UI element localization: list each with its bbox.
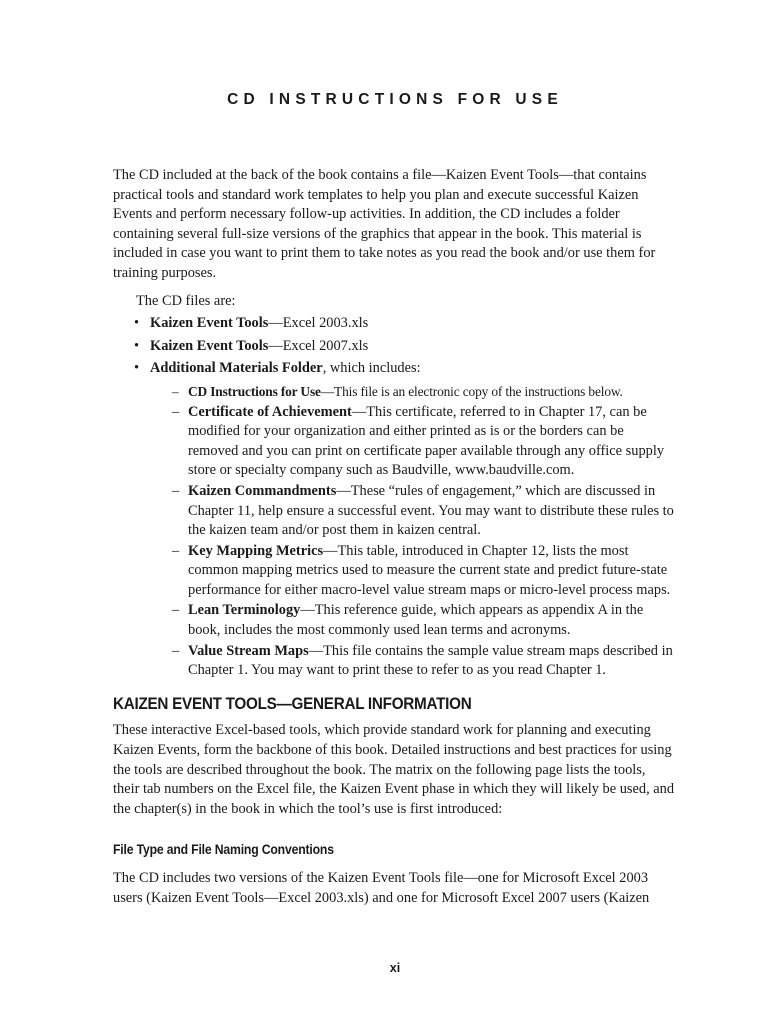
bullet-icon: • bbox=[134, 360, 140, 377]
chapter-title: CD INSTRUCTIONS FOR USE bbox=[227, 91, 563, 108]
file-name: Kaizen Event Tools bbox=[150, 315, 269, 332]
material-name: Value Stream Maps bbox=[188, 642, 309, 659]
additional-materials-list bbox=[113, 382, 675, 681]
material-name: Lean Terminology bbox=[188, 602, 301, 619]
intro-paragraph: The CD included at the back of the book contains a file—Kaizen Event Tools—that contains practical tools and standard work templates to help you plan and execute successful Kaizen Events and perform necessary follow-up activities. In addition, the CD includes a folder containing several full-size versions of the graphics that appear in the book. This material is included in case you want to print them to take notes as you read the book and/or use them for training purposes. bbox=[113, 167, 656, 281]
bullet-icon: • bbox=[134, 337, 140, 354]
dash-icon: – bbox=[172, 542, 180, 559]
material-description: —These “rules of engagement,” which are discussed in Chapter 11, help ensure a successful event. You may want to distribute these rules to the kaizen team and/or post them in kaizen central. bbox=[188, 482, 674, 539]
material-name: Kaizen Commandments bbox=[188, 482, 337, 499]
section-heading: KAIZEN EVENT TOOLS—GENERAL INFORMATION bbox=[113, 693, 472, 713]
dash-icon: – bbox=[172, 403, 180, 420]
file-name: Additional Materials Folder bbox=[150, 360, 323, 377]
files-lead: The CD files are: bbox=[136, 292, 236, 309]
material-description: —This certificate, referred to in Chapter 17, can be modified for your organization and either printed as is or the borders can be removed and you can print on certificate paper available through any office supply store or specialty company such as Baudville, www.baudville.com. bbox=[188, 403, 665, 479]
list-item bbox=[113, 359, 675, 379]
dash-icon: – bbox=[172, 383, 179, 399]
dash-icon: – bbox=[172, 482, 180, 499]
material-description: —This table, introduced in Chapter 12, lists the most common mapping metrics used to measure the current state and predict future-state performance for either macro-level value stream maps or micro-level process maps. bbox=[188, 542, 671, 598]
material-description: —This file contains the sample value stream maps described in Chapter 1. You may want to print these to refer to as you read Chapter 1. bbox=[188, 642, 673, 679]
list-item bbox=[113, 337, 675, 357]
file-description: , which includes: bbox=[322, 360, 421, 377]
material-name: Key Mapping Metrics bbox=[188, 542, 324, 559]
list-item bbox=[113, 542, 675, 601]
file-name: Kaizen Event Tools bbox=[150, 337, 269, 354]
page-body bbox=[113, 166, 675, 908]
section-paragraph: These interactive Excel-based tools, which provide standard work for planning and executing Kaizen Events, form the backbone of this book. Detailed instructions and best practices for using the tools are described throughout the book. The matrix on the following page lists the tools, their tab numbers on the Excel file, the Kaizen Event phase in which they will likely be used, and the chapter(s) in the book in which the tool’s use is first introduced: bbox=[113, 722, 675, 817]
material-description: —This reference guide, which appears as appendix A in the book, includes the most commonly used lean terms and acronyms. bbox=[188, 602, 644, 639]
bullet-icon: • bbox=[134, 315, 140, 332]
page-number: xi bbox=[389, 961, 401, 975]
list-item bbox=[113, 642, 675, 681]
sub-heading: File Type and File Naming Conventions bbox=[113, 842, 334, 858]
file-description: —Excel 2007.xls bbox=[268, 337, 369, 354]
dash-icon: – bbox=[172, 602, 180, 619]
dash-icon: – bbox=[172, 642, 180, 659]
list-item bbox=[113, 314, 675, 334]
file-description: —Excel 2003.xls bbox=[268, 315, 369, 332]
material-name: Certificate of Achievement bbox=[188, 403, 352, 420]
list-item bbox=[113, 482, 675, 541]
material-description: —This file is an electronic copy of the instructions below. bbox=[320, 383, 623, 399]
sub-paragraph: The CD includes two versions of the Kaizen Event Tools file—one for Microsoft Excel 2003 users (Kaizen Event Tools—Excel 2003.xls) and one for Microsoft Excel 2007 users (Kaizen bbox=[113, 870, 650, 906]
list-item bbox=[113, 403, 675, 481]
list-item bbox=[113, 382, 675, 402]
cd-files-list bbox=[113, 314, 675, 379]
material-name: CD Instructions for Use bbox=[188, 383, 321, 399]
list-item bbox=[113, 601, 675, 640]
